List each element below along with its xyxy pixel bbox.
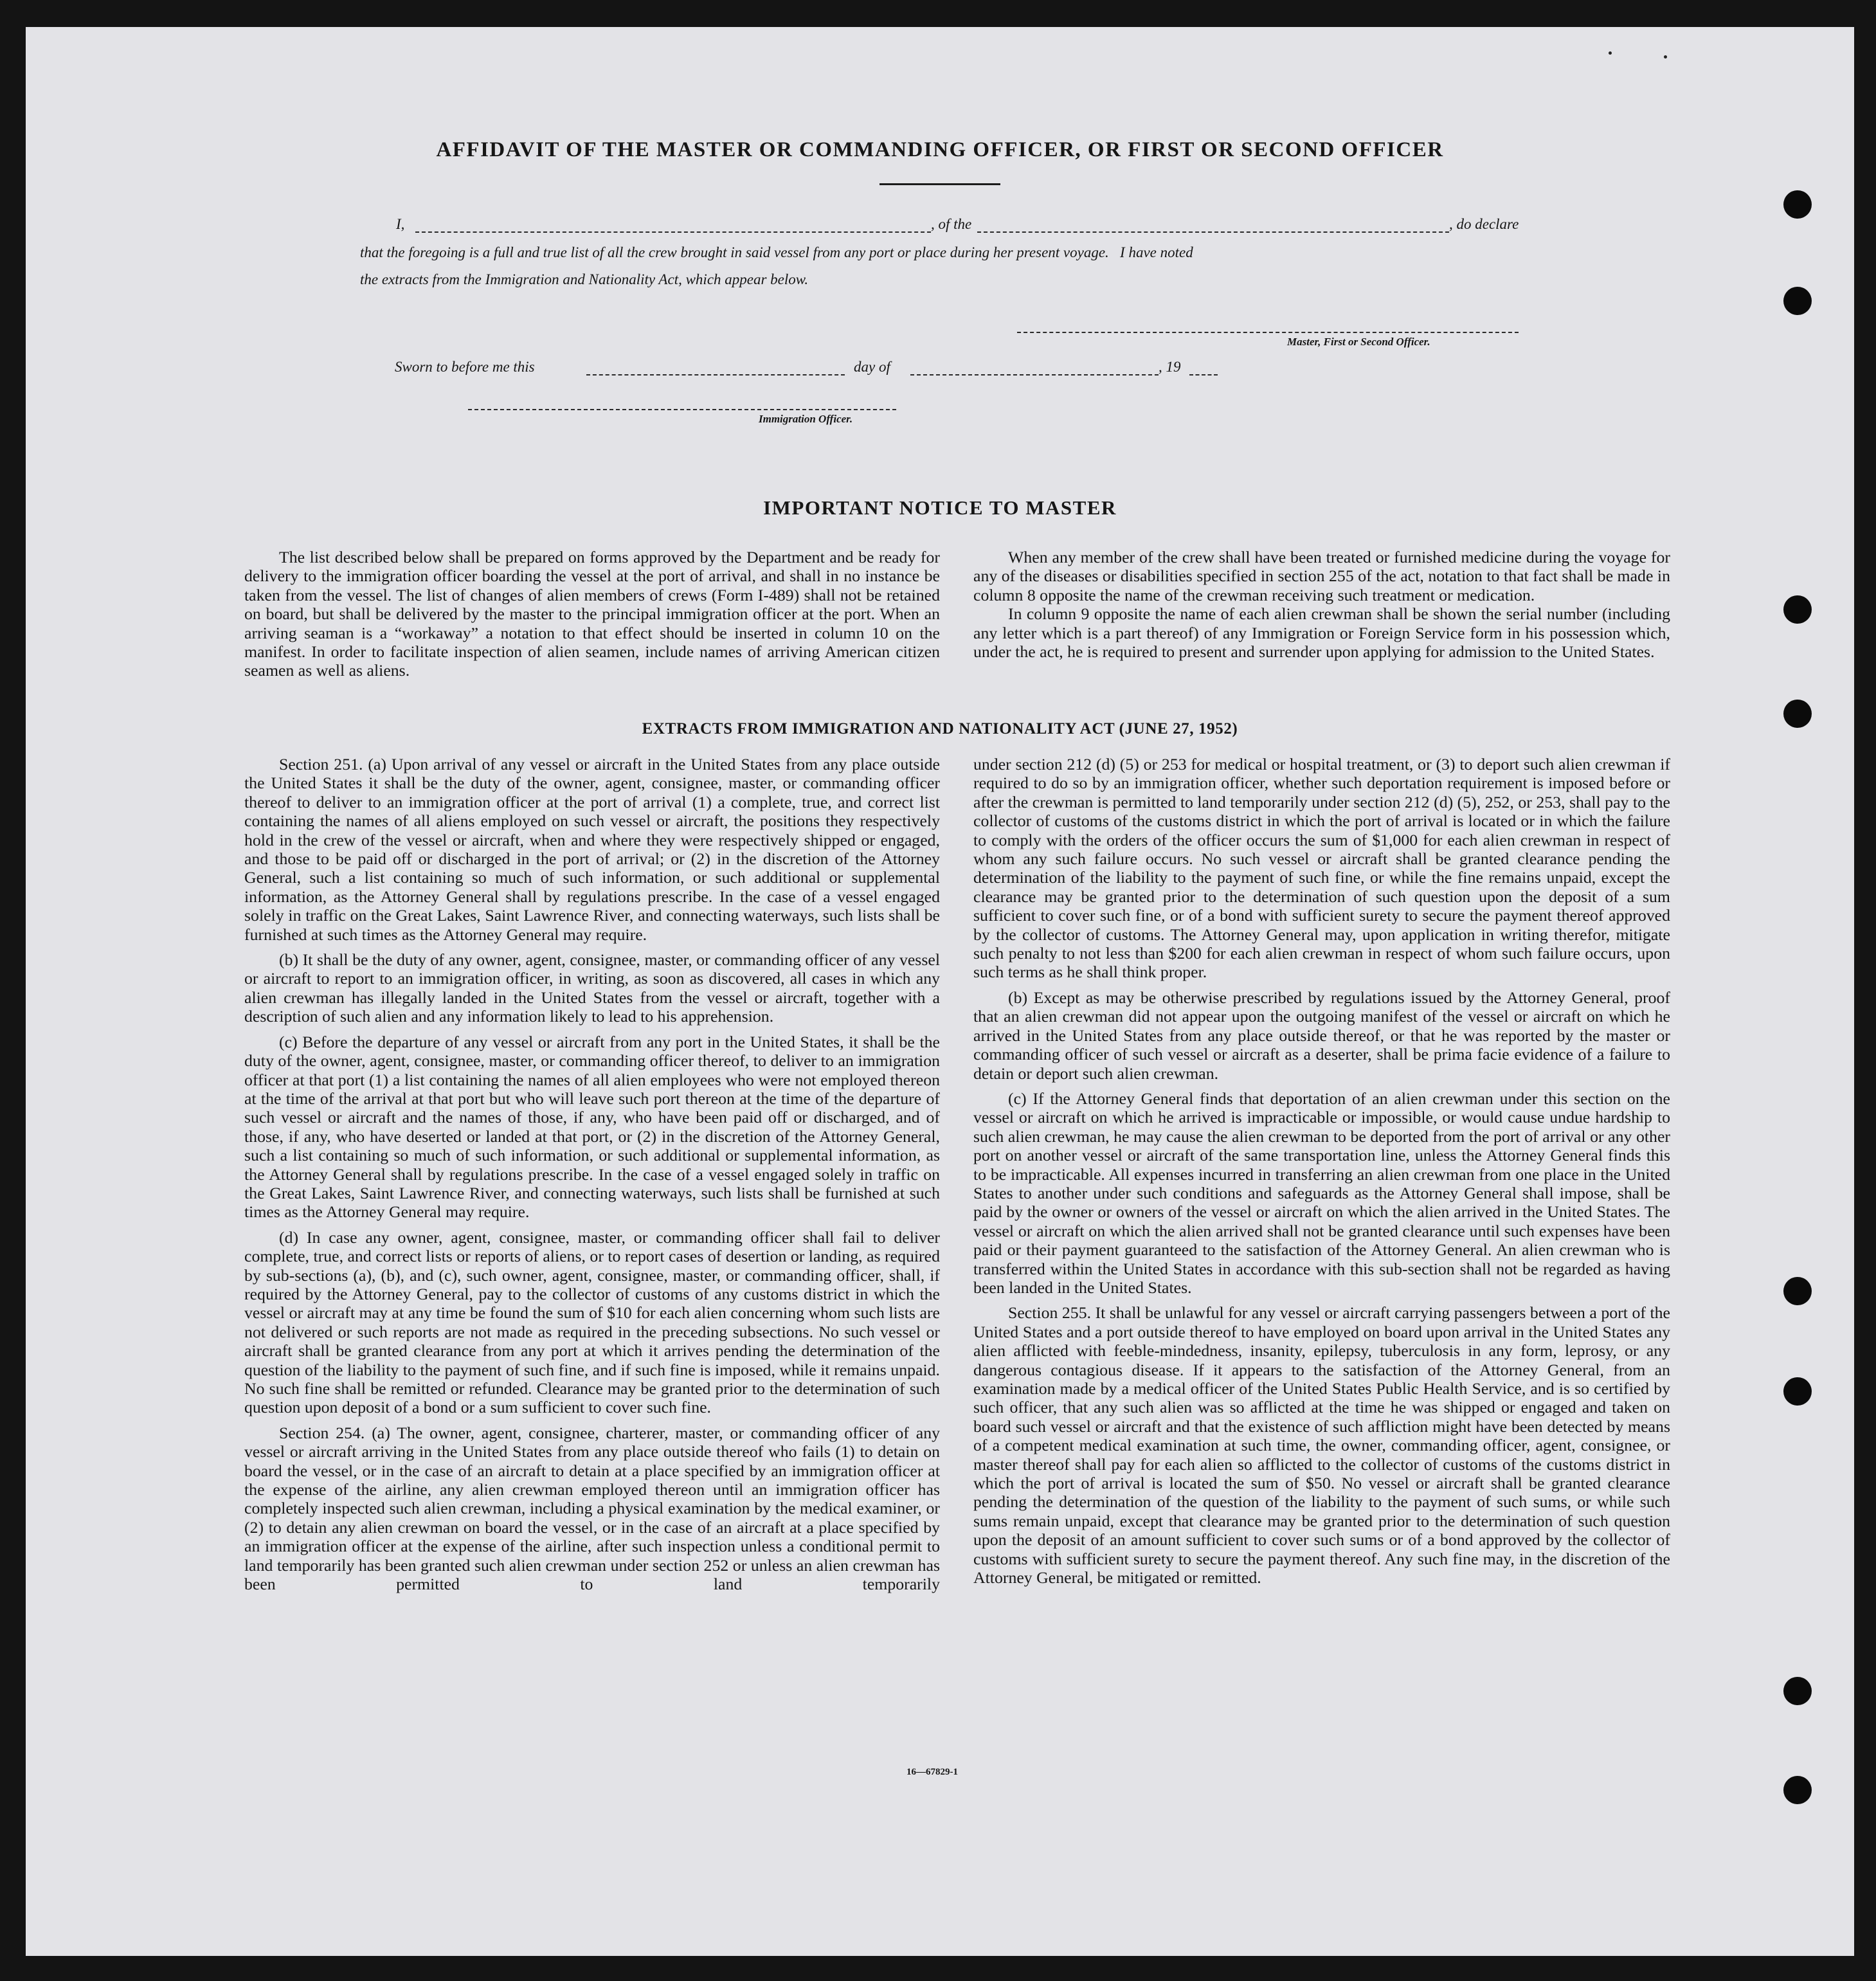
affidavit-title: AFFIDAVIT OF THE MASTER OR COMMANDING OFFICER, OR FIRST OR SECOND OFFICER [436,138,1444,161]
master-signature-caption: Master, First or Second Officer. [1287,336,1430,348]
declare-label: , do declare [1449,216,1519,232]
act-section-paragraph: (c) Before the departure of any vessel or aircraft from any port in the United States, it shall be the duty of the owner, agent, consignee, master, or commanding officer thereof, to deliver to an immigration officer at that port (1) a list containing the names of all alien employees who were not employed thereon at the time of the arrival at that port but who will leave such port thereon at the time of the departure of such vessel or aircraft and the names of those, if any, who have been paid off or discharged, and of those, if any, who have deserted or landed at that port, or (2) in the discretion of the Attorney General, such a list containing so much of such information, or such additional or supplemental information, as the Attorney General shall by regulations prescribe. In the case of a vessel engaged solely in traffic on the Great Lakes, Saint Lawrence River, and connecting waterways, such lists shall be furnished at such times as the Attorney General may require. [244,1032,940,1222]
binder-hole [1783,287,1812,315]
declarant-label: I, [396,216,405,232]
notice-paragraph: When any member of the crew shall have been treated or furnished medicine during the voyage for any of the diseases or disabilities specified in section 255 of the act, notation to that fact shall be made in column 8 opposite the name of the crewman receiving such treatment or medication. [973,548,1670,604]
notice-paragraph: In column 9 opposite the name of each alien crewman shall be shown the serial number (including any letter which is a part thereof) of any Immigration or Foreign Service form in his possession which, under the act, he is required to present and surrender upon applying for admission to the United States. [973,604,1670,662]
title-underline [879,183,1000,185]
document-page [26,27,1854,1956]
act-section-paragraph: Section 254. (a) The owner, agent, consignee, charterer, master, or commanding officer of any vessel or aircraft arriving in the United States from any place outside thereof who fails (1) to detain on board the vessel, or in the case of an aircraft to detain at a place specified by an immigration officer at the expense of the airline, any alien crewman employed thereon until an immigration officer has completely inspected such alien crewman, including a physical examination by the medical examiner, or (2) to detain any alien crewman on board the vessel, or in the case of an aircraft at a place specified by an immigration officer at the expense of the airline, after such inspection unless a conditional permit to land temporarily has been granted such alien crewman under section 252 or unless an alien crewman has been permitted to land temporarily [244,1423,940,1594]
extracts-title: EXTRACTS FROM IMMIGRATION AND NATIONALITY ACT (JUNE 27, 1952) [642,720,1238,737]
act-section-paragraph: (c) If the Attorney General finds that deportation of an alien crewman under this section on the vessel or aircraft on which he arrived is impracticable or impossible, or would cause undue hardship to such alien crewman, he may cause the alien crewman to be deported from the port of arrival or any other port on another vessel or aircraft of the same transportation line, unless the Attorney General finds this to be impracticable. All expenses incurred in transferring an alien crewman from one place in the United States to another under such conditions and safeguards as the Attorney General shall impose, shall be paid by the owner or owners of the vessel or aircraft on which the alien arrived in the United States. The vessel or aircraft on which the alien arrived shall not be granted clearance until such expenses have been paid or their payment guaranteed to the satisfaction of the Attorney General. An alien crewman who is transferred within the United States in accordance with this sub-section shall not be regarded as having been landed in the United States. [973,1089,1670,1297]
act-section-paragraph: (b) Except as may be otherwise prescribed by regulations issued by the Attorney General, proof that an alien crewman did not appear upon the outgoing manifest of the vessel or aircraft on which he arrived in the United States from any place outside thereof, or that he was reported by the master or commanding officer of such vessel or aircraft as a deserter, shall be prima facie evidence of a failure to detain or deport such alien crewman. [973,988,1670,1083]
binder-hole [1783,190,1812,219]
binder-hole [1783,1677,1812,1705]
form-number: 16—67829-1 [906,1767,958,1777]
paper-speck [1609,51,1612,55]
act-section-paragraph: under section 212 (d) (5) or 253 for medical or hospital treatment, or (3) to deport such alien crewman if required to do so by an immigration officer, whether such deportation requirement is imposed before or after the crewman is permitted to land temporarily under section 212 (d) (5), 252, or 253, shall pay to the collector of customs of the customs district in which the port of arrival is located or in which the failure to comply with the orders of the officer occurs the sum of $1,000 for each alien crewman in respect of whom any such failure occurs. No such vessel or aircraft shall be granted clearance pending the determination of the liability to the payment of such fine, or while the fine remains unpaid, except the clearance may be granted prior to the determination of such question upon the deposit of a sum sufficient to cover such fine, or of a bond with sufficient surety to secure the payment thereof approved by the collector of customs. The Attorney General may, upon application in writing therefor, mitigate such penalty to not less than $200 for each alien crewman in respect of whom such failure occurs, upon such terms as he shall think proper. [973,755,1670,982]
sworn-month-field[interactable] [910,374,1159,375]
immigration-officer-caption: Immigration Officer. [759,413,853,425]
immigration-officer-signature-field[interactable] [468,409,896,410]
extracts-right-column [973,755,1670,1593]
binder-hole [1783,1277,1812,1305]
binder-hole [1783,1377,1812,1406]
affidavit-statement-line: that the foregoing is a full and true list of all the crew brought in said vessel from any port or place during her present voyage. I have noted [360,244,1193,260]
sworn-day-field[interactable] [586,374,845,375]
notice-right-column [973,548,1670,667]
sworn-label: Sworn to before me this [395,359,535,375]
sworn-year-field[interactable] [1189,374,1218,375]
act-section-paragraph: (d) In case any owner, agent, consignee, master, or commanding officer shall fail to deliver complete, true, and correct lists or reports of aliens, or to report cases of desertion or landing, as required by sub-sections (a), (b), and (c), such owner, agent, consignee, master, or commanding officer, shall, if required by the Attorney General, pay to the collector of customs of any customs district in which the vessel or aircraft may at any time be found the sum of $10 for each alien concerning whom such lists are not delivered or such reports are not made as required in the preceding subsections. No such vessel or aircraft shall be granted clearance from any port at which it arrives pending the determination of the question of the liability to the payment of such fine, and if such fine is imposed, while it remains unpaid. No such fine shall be remitted or refunded. Clearance may be granted prior to the determination of such question upon deposit of a bond or a sum sufficient to cover such fine. [244,1227,940,1417]
day-of-label: day of [854,359,890,375]
act-section-paragraph: Section 255. It shall be unlawful for any vessel or aircraft carrying passengers between a port of the United States and a port outside thereof to have employed on board upon arrival in the United States any alien afflicted with feeble-mindedness, insanity, epilepsy, tuberculosis in any form, leprosy, or any dangerous contagious disease. If it appears to the satisfaction of the Attorney General, from an examination made by a medical officer of the United States Public Health Service, and is so certified by such officer, that any such alien was so afflicted at the time he was shipped or engaged and taken on board such vessel or aircraft and that the existence of such affliction might have been detected by means of a competent medical examination at such time, the owner, commanding officer, agent, consignee, or master thereof shall pay for each alien so afflicted to the collector of customs of the customs district in which the port of arrival is located the sum of $50. No vessel or aircraft shall be granted clearance pending the determination of the question of the liability to the payment of such sums, or while such sums remain unpaid, except that clearance may be granted prior to the determination of such question upon the deposit of an amount sufficient to cover such sums or of a bond approved by the collector of customs with sufficient surety to secure the payment thereof. Any such fine may, in the discretion of the Attorney General, be mitigated or remitted. [973,1303,1670,1588]
vessel-label: , of the [931,216,972,232]
master-signature-field[interactable] [1017,332,1519,333]
affidavit-statement-line: the extracts from the Immigration and Nationality Act, which appear below. [360,271,809,287]
binder-hole [1783,595,1812,624]
binder-hole [1783,1776,1812,1804]
act-section-paragraph: (b) It shall be the duty of any owner, agent, consignee, master, or commanding officer of any vessel or aircraft to report to an immigration officer, in writing, as soon as discovered, all cases in which any alien crewman has illegally landed in the United States from the vessel or aircraft, together with a description of such alien and any information likely to lead to his apprehension. [244,950,940,1026]
notice-paragraph: The list described below shall be prepared on forms approved by the Department and be ready for delivery to the immigration officer boarding the vessel at the port of arrival, and shall in no instance be taken from the vessel. The list of changes of alien members of crews (Form I-489) shall not be retained on board, but shall be delivered by the master to the principal immigration officer at the port. When an arriving seaman is a “workaway” a notation to that effect should be inserted in column 10 on the manifest. In order to facilitate inspection of alien seamen, include names of arriving American citizen seamen as well as aliens. [244,548,940,680]
vessel-name-field[interactable] [977,231,1449,233]
notice-title: IMPORTANT NOTICE TO MASTER [763,496,1117,519]
notice-left-column [244,548,940,687]
binder-hole [1783,700,1812,728]
act-section-paragraph: Section 251. (a) Upon arrival of any vessel or aircraft in the United States from any place outside the United States it shall be the duty of the owner, agent, consignee, master, or commanding officer thereof to deliver to an immigration officer at the port of arrival (1) a complete, true, and correct list containing the names of all aliens employed on such vessel or aircraft, the positions they respectively hold in the crew of the vessel or aircraft, when and where they were respectively shipped or engaged, and those to be paid off or discharged in the port of arrival; or (2) in the discretion of the Attorney General, such a list containing so much of such information, or such additional or supplemental information, as the Attorney General shall by regulations prescribe. In the case of a vessel engaged solely in traffic on the Great Lakes, Saint Lawrence River, and connecting waterways, such lists shall be furnished at such times as the Attorney General may require. [244,755,940,944]
paper-speck [1664,55,1667,59]
extracts-left-column [244,755,940,1600]
year-label: , 19 [1159,359,1181,375]
declarant-name-field[interactable] [415,231,931,233]
